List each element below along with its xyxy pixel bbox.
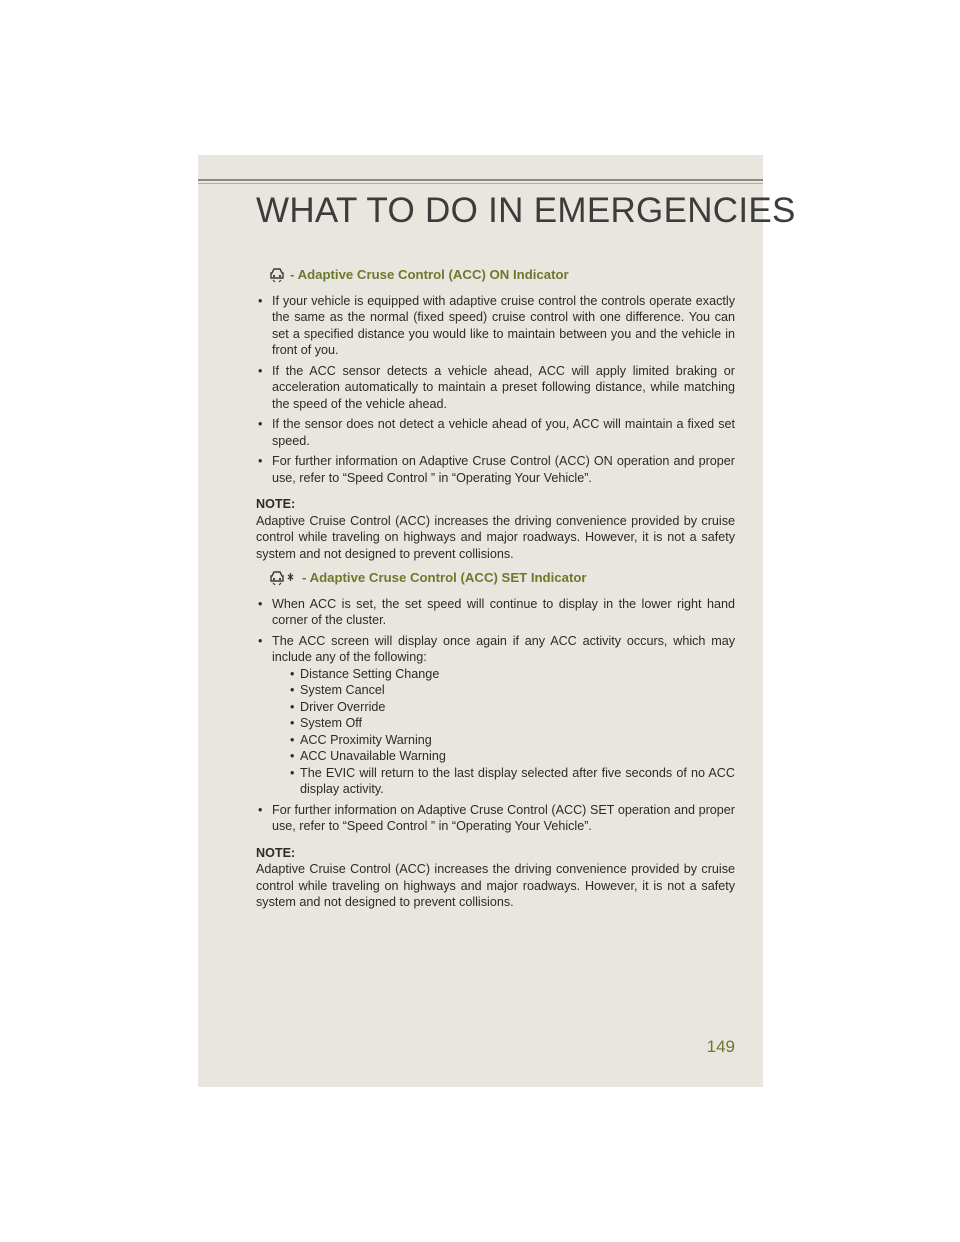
header-rule-thin xyxy=(198,183,763,184)
list-item: • If your vehicle is equipped with adaptive cruise control the controls operate exactly the same as the normal (fixed speed) cruise control with one difference. You can set a specified distance you would like to maintain between you and the vehicle in front of you. xyxy=(256,293,735,359)
sub-list-item: • System Cancel xyxy=(290,682,735,699)
sub-list-item: • Distance Setting Change xyxy=(290,666,735,683)
acc-on-indicator-icon xyxy=(268,267,286,283)
chapter-title: WHAT TO DO IN EMERGENCIES xyxy=(256,191,796,230)
list-item: • For further information on Adaptive Cruse Control (ACC) SET operation and proper use, refer to “Speed Control ” in “Operating Your Vehicle”. xyxy=(256,802,735,835)
bullet-list xyxy=(256,293,735,487)
header-rule xyxy=(198,179,763,181)
sub-list-item: • ACC Proximity Warning xyxy=(290,732,735,749)
list-item: • For further information on Adaptive Cruse Control (ACC) ON operation and proper use, refer to “Speed Control ” in “Operating Your Vehicle”. xyxy=(256,453,735,486)
sub-list-item: • ACC Unavailable Warning xyxy=(290,748,735,765)
sub-list-item: • System Off xyxy=(290,715,735,732)
manual-page xyxy=(198,155,796,1087)
section-heading-acc-set xyxy=(256,570,735,587)
section-heading-acc-on xyxy=(256,267,735,284)
note-label: NOTE: xyxy=(256,845,296,860)
section-heading-text: - Adaptive Cruse Control (ACC) SET Indicator xyxy=(302,570,587,585)
sub-list-item: • Driver Override xyxy=(290,699,735,716)
note-text: Adaptive Cruise Control (ACC) increases the driving convenience provided by cruise control while traveling on highways and major roadways. However, it is not a safety system and not designed to prevent collisions. xyxy=(256,513,735,561)
list-item: • When ACC is set, the set speed will continue to display in the lower right hand corner of the cluster. xyxy=(256,596,735,629)
note-text: Adaptive Cruise Control (ACC) increases the driving convenience provided by cruise control while traveling on highways and major roadways. However, it is not a safety system and not designed to prevent collisions. xyxy=(256,862,735,909)
sub-list-item: • The EVIC will return to the last display selected after five seconds of no ACC display activity. xyxy=(290,765,735,798)
page-content xyxy=(256,267,735,919)
list-item-text: The ACC screen will display once again if any ACC activity occurs, which may include any of the following: xyxy=(272,633,735,664)
acc-set-indicator-icon xyxy=(268,570,298,586)
sub-list xyxy=(272,666,735,798)
bullet-list xyxy=(256,596,735,835)
section-heading-text: - Adaptive Cruse Control (ACC) ON Indicator xyxy=(290,267,569,282)
list-item: • If the sensor does not detect a vehicle ahead of you, ACC will maintain a fixed set speed. xyxy=(256,416,735,449)
note-label: NOTE: xyxy=(256,497,296,511)
list-item xyxy=(256,633,735,798)
list-item: • If the ACC sensor detects a vehicle ahead, ACC will apply limited braking or acceleration automatically to maintain a preset following distance, while matching the speed of the vehicle ahead. xyxy=(256,363,735,413)
page-number: 149 xyxy=(706,1037,735,1056)
